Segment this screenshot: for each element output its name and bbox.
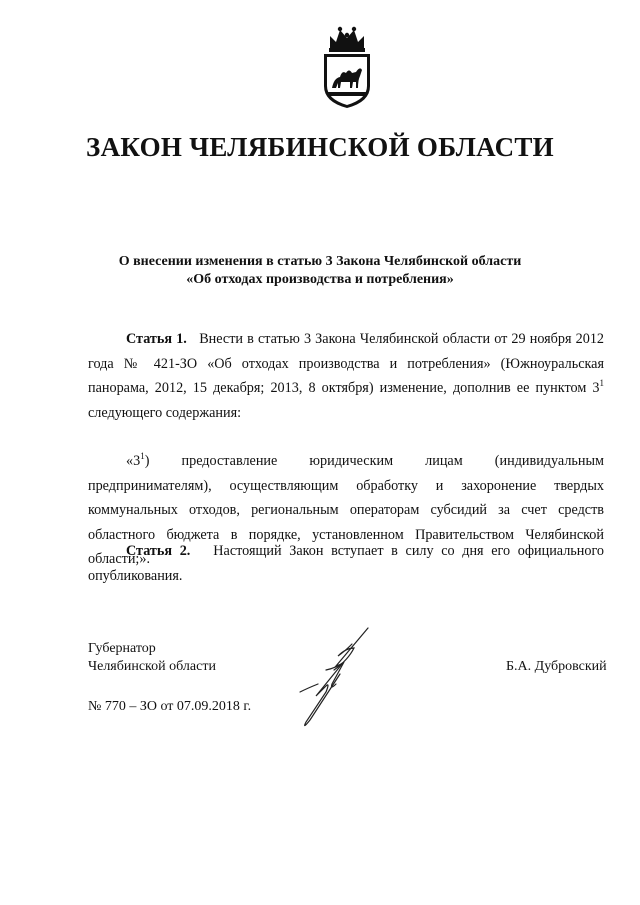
law-subtitle-line-1: О внесении изменения в статью 3 Закона Челябинской области bbox=[118, 254, 522, 269]
law-subtitle-line-2: «Об отходах производства и потребления» bbox=[186, 272, 454, 287]
article-2-text: Настоящий Закон вступает в силу со дня его официального опубликования. bbox=[88, 543, 605, 584]
quote-text: ) предоставление юридическим лицам (индивидуальным предпринимателям), осуществляющим обработку и захоронение твердых коммунальных отходов, региональным операторам субсидий за счет средств областного бюджета в порядке, установленном Правительством Челябинской области;». bbox=[88, 453, 604, 567]
law-title: ЗАКОН ЧЕЛЯБИНСКОЙ ОБЛАСТИ bbox=[86, 132, 554, 162]
article-1-superscript: 1 bbox=[599, 378, 604, 388]
article-2-label: Статья 2. bbox=[126, 543, 191, 559]
handwritten-signature-icon bbox=[296, 626, 372, 732]
governor-name: Б.А. Дубровский bbox=[506, 659, 607, 674]
article-1 bbox=[88, 327, 604, 425]
coat-of-arms-icon bbox=[316, 20, 378, 110]
article-1-text-end: следующего содержания: bbox=[88, 404, 242, 421]
article-1-text: Внести в статью 3 Закона Челябинской области от 29 ноября 2012 года № 421-ЗО «Об отходах производства и потребления» (Южноуральская панорама, 2012, 15 декабря; 2013, 8 октября) изменение, дополнив ее пунктом 3 bbox=[88, 331, 605, 396]
quote-superscript: 1 bbox=[140, 451, 145, 461]
article-1-label: Статья 1. bbox=[126, 331, 187, 347]
governor-region: Челябинской области bbox=[88, 659, 216, 674]
quote-open: «3 bbox=[126, 453, 141, 469]
registration-number: № 770 – ЗО от 07.09.2018 г. bbox=[88, 699, 252, 714]
governor-title: Губернатор bbox=[88, 641, 156, 656]
article-2 bbox=[88, 539, 604, 588]
